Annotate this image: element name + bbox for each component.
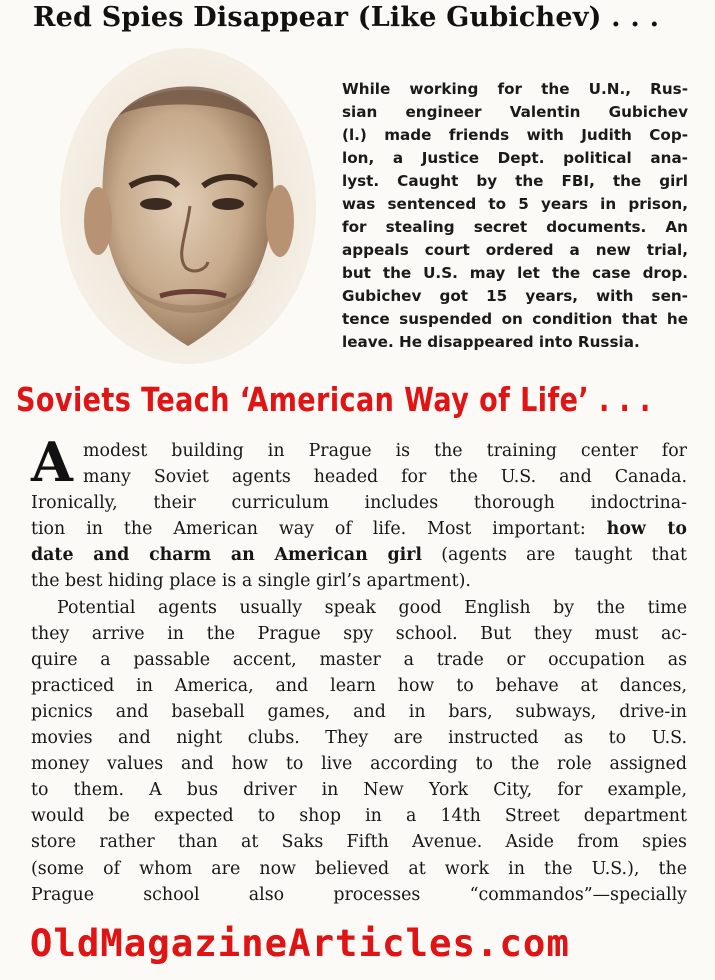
main-headline: Soviets Teach ‘American Way of Life’ . . .: [16, 380, 651, 419]
article-line: [31, 542, 687, 568]
caption-line: was sentenced to 5 years in prison,: [342, 195, 688, 213]
article-line: practiced in America, and learn how to behave at dances,: [31, 675, 687, 696]
portrait-photo: [58, 46, 318, 366]
article-line: (some of whom are now believed at work in the U.S.), the: [31, 858, 687, 879]
article-bold-text: date and charm an American girl: [31, 545, 423, 566]
caption-line: While working for the U.N., Rus-: [342, 80, 688, 98]
article-line: would be expected to shop in a 14th Street department: [31, 806, 687, 827]
caption-line: for stealing secret documents. An: [342, 218, 688, 236]
article-line: movies and night clubs. They are instructed as to U.S.: [31, 728, 687, 749]
caption-line: appeals court ordered a new trial,: [342, 241, 688, 259]
article-line: money values and how to live according to the role assigned: [31, 754, 687, 775]
source-watermark-link[interactable]: OldMagazineArticles.com: [30, 922, 570, 965]
article-line: Ironically, their curriculum includes thorough indoctrina-: [31, 493, 687, 514]
article-line: many Soviet agents headed for the U.S. and Canada.: [83, 467, 687, 488]
article-line: modest building in Prague is the training center for: [83, 441, 687, 461]
caption-line: lyst. Caught by the FBI, the girl: [342, 172, 688, 190]
caption-line: (l.) made friends with Judith Cop-: [342, 126, 688, 144]
article-body: [31, 430, 688, 908]
article-text: tion in the American way of life. Most important:: [31, 519, 586, 540]
article-line: Prague school also processes “commandos”—specially: [31, 884, 687, 905]
article-line: store rather than at Saks Fifth Avenue. Aside from spies: [31, 832, 687, 853]
article-line: picnics and baseball games, and in bars, subways, drive-in: [31, 701, 687, 722]
article-line: they arrive in the Prague spy school. But they must ac-: [31, 623, 687, 644]
article-bold-text: how to: [606, 519, 688, 540]
caption-line: tence suspended on condition that he: [342, 310, 688, 328]
caption-line: leave. He disappeared into Russia.: [342, 333, 640, 351]
caption-line: but the U.S. may let the case drop.: [342, 264, 688, 282]
caption-line: lon, a Justice Dept. political ana-: [342, 149, 688, 167]
article-line: [31, 516, 687, 542]
drop-cap: A: [31, 430, 73, 494]
article-text: (agents are taught that: [441, 545, 687, 566]
caption-line: sian engineer Valentin Gubichev: [342, 103, 688, 121]
top-headline: Red Spies Disappear (Like Gubichev) . . .: [33, 2, 660, 33]
caption-line: Gubichev got 15 years, with sen-: [342, 287, 688, 305]
article-line: quire a passable accent, master a trade or occupation as: [31, 649, 687, 670]
article-line: the best hiding place is a single girl’s apartment).: [31, 571, 471, 592]
article-line: Potential agents usually speak good English by the time: [57, 597, 687, 618]
article-line: to them. A bus driver in New York City, for example,: [31, 780, 687, 801]
photo-caption: [342, 78, 688, 354]
